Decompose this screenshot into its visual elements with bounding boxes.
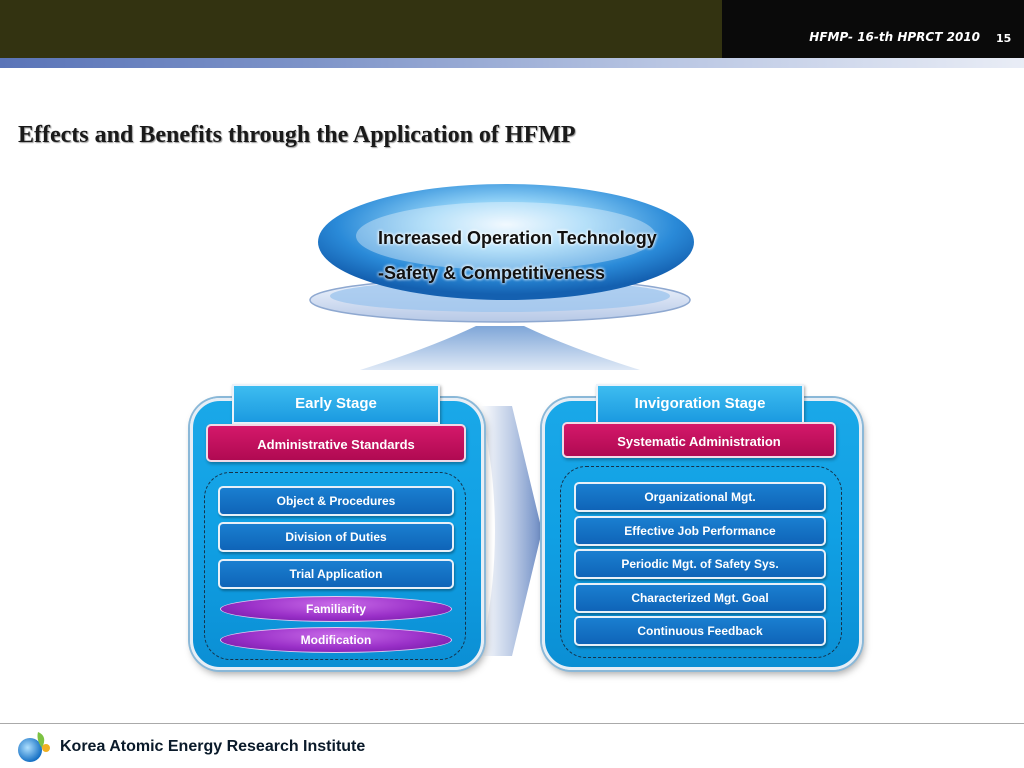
early-stage-item: Trial Application [218,559,454,589]
invigoration-stage-item: Characterized Mgt. Goal [574,583,826,613]
early-stage-tab: Early Stage [232,384,440,424]
invigoration-stage-item: Periodic Mgt. of Safety Sys. [574,549,826,579]
goal-line-2: -Safety & Competitiveness [378,263,606,283]
footer-organization: Korea Atomic Energy Research Institute [60,738,366,755]
invigoration-stage-tab: Invigoration Stage [596,384,804,424]
header-bar-right [722,0,1024,58]
goal-line-1: Increased Operation Technology [378,228,657,248]
early-stage-pill: Familiarity [220,596,452,622]
early-stage-heading: Administrative Standards [206,424,466,462]
invigoration-stage-item: Effective Job Performance [574,516,826,546]
page-number: 15 [996,32,1012,45]
header-bar-left [0,0,722,58]
early-stage-pill: Modification [220,627,452,653]
invigoration-stage-item: Continuous Feedback [574,616,826,646]
slide-title: Effects and Benefits through the Application of HFMP [18,122,576,148]
invigoration-stage-item: Organizational Mgt. [574,482,826,512]
invigoration-stage-heading: Systematic Administration [562,422,836,458]
footer-divider [0,723,1024,724]
kaeri-logo-icon [12,726,56,766]
header-event-label: HFMP- 16-th HPRCT 2010 [809,30,980,44]
early-stage-item: Object & Procedures [218,486,454,516]
early-stage-item: Division of Duties [218,522,454,552]
header-gradient-strip [0,58,1024,68]
